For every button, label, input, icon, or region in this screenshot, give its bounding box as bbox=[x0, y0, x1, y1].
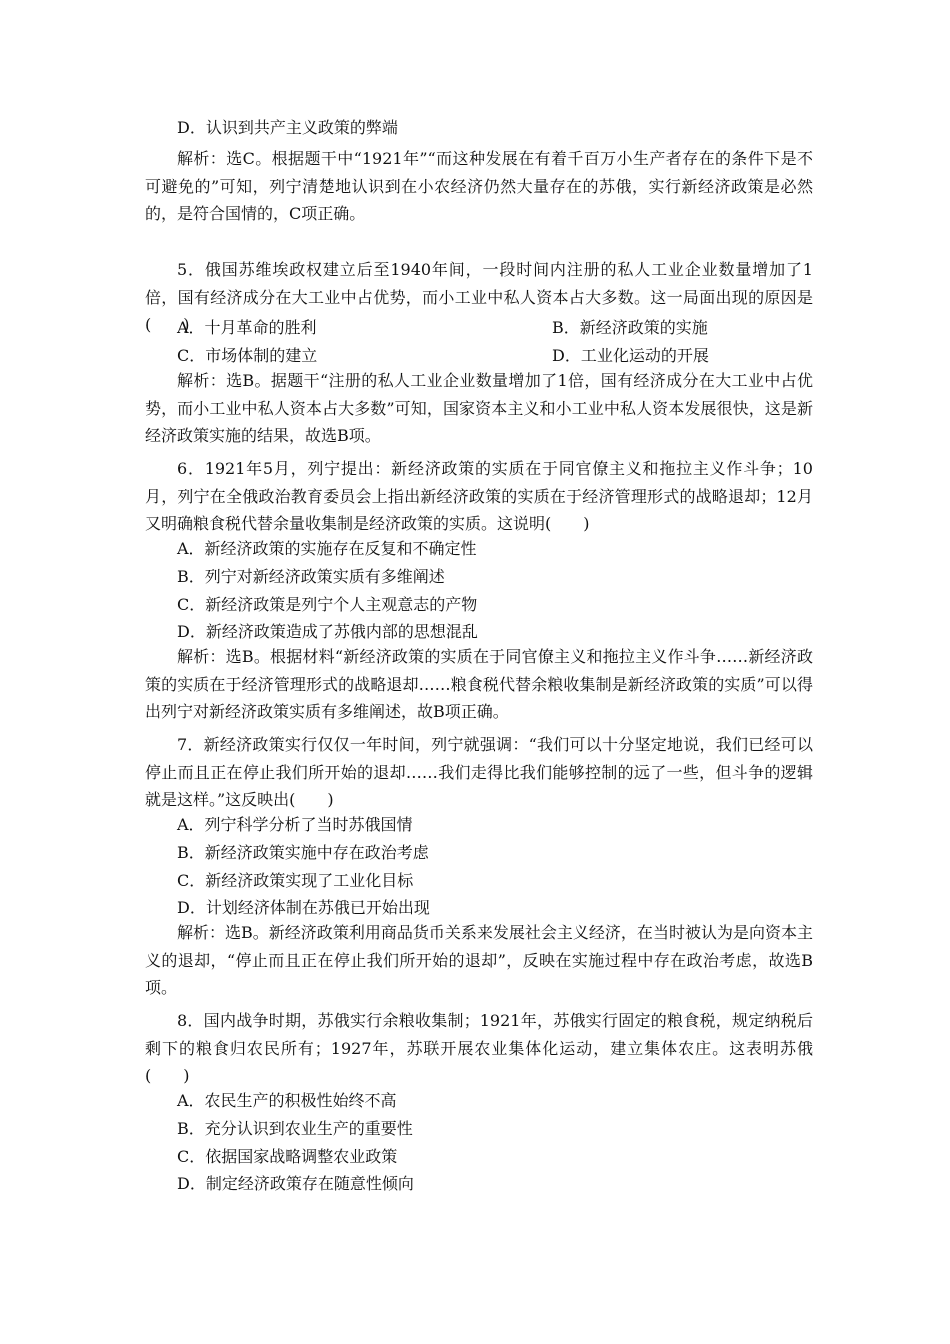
q7-option-c: C．新经济政策实现了工业化目标 bbox=[177, 871, 414, 890]
q5-option-c: C．市场体制的建立 bbox=[177, 346, 318, 365]
q5-explanation: 解析：选B。据题干“注册的私人工业企业数量增加了1倍，国有经济成分在大工业中占优势，而小工业中私人资本占大多数”可知，国家资本主义和小工业中私人资本发展很快，这是新经济政策实施的结果，故选B项。 bbox=[145, 371, 813, 445]
q7-option-b: B．新经济政策实施中存在政治考虑 bbox=[177, 843, 429, 862]
q7-option-a: A．列宁科学分析了当时苏俄国情 bbox=[177, 815, 413, 834]
q6-stem: 6．1921年5月，列宁提出：新经济政策的实质在于同官僚主义和拖拉主义作斗争；10月，列宁在全俄政治教育委员会上指出新经济政策的实质在于经济管理形式的战略退却；12月又明确粮食税代替余量收集制是经济政策的实质。这说明( ) bbox=[145, 459, 813, 533]
q5-option-d: D．工业化运动的开展 bbox=[552, 346, 709, 365]
q8-option-b: B．充分认识到农业生产的重要性 bbox=[177, 1119, 413, 1138]
q6-option-a: A．新经济政策的实施存在反复和不确定性 bbox=[177, 539, 477, 558]
q5-option-a: A．十月革命的胜利 bbox=[177, 318, 317, 337]
q7-option-d: D．计划经济体制在苏俄已开始出现 bbox=[177, 898, 430, 917]
q4-explanation: 解析：选C。根据题干中“1921年”“而这种发展在有着千百万小生产者存在的条件下是不可避免的”可知，列宁清楚地认识到在小农经济仍然大量存在的苏俄，实行新经济政策是必然的，是符合国情的，C项正确。 bbox=[145, 149, 813, 223]
q6-explanation: 解析：选B。根据材料“新经济政策的实质在于同官僚主义和拖拉主义作斗争……新经济政策的实质在于经济管理形式的战略退却……粮食税代替余粮收集制是新经济政策的实质”可以得出列宁对新经济政策实质有多维阐述，故B项正确。 bbox=[145, 647, 813, 721]
q8-option-d: D．制定经济政策存在随意性倾向 bbox=[177, 1174, 414, 1193]
q4-option-d: D．认识到共产主义政策的弊端 bbox=[177, 118, 398, 137]
q5-stem: 5．俄国苏维埃政权建立后至1940年间，一段时间内注册的私人工业企业数量增加了1倍，国有经济成分在大工业中占优势，而小工业中私人资本占大多数。这一局面出现的原因是( ) bbox=[145, 260, 813, 334]
q8-stem: 8．国内战争时期，苏俄实行余粮收集制；1921年，苏俄实行固定的粮食税，规定纳税后剩下的粮食归农民所有；1927年，苏联开展农业集体化运动，建立集体农庄。这表明苏俄( ) bbox=[145, 1011, 813, 1085]
q6-option-b: B．列宁对新经济政策实质有多维阐述 bbox=[177, 567, 445, 586]
q6-option-d: D．新经济政策造成了苏俄内部的思想混乱 bbox=[177, 622, 478, 641]
q5-option-b: B．新经济政策的实施 bbox=[552, 318, 708, 337]
q7-explanation: 解析：选B。新经济政策利用商品货币关系来发展社会主义经济，在当时被认为是向资本主义的退却，“停止而且正在停止我们所开始的退却”，反映在实施过程中存在政治考虑，故选B项。 bbox=[145, 923, 813, 997]
q6-option-c: C．新经济政策是列宁个人主观意志的产物 bbox=[177, 595, 478, 614]
q8-option-c: C．依据国家战略调整农业政策 bbox=[177, 1147, 398, 1166]
q7-stem: 7．新经济政策实行仅仅一年时间，列宁就强调：“我们可以十分坚定地说，我们已经可以停止而且正在停止我们所开始的退却……我们走得比我们能够控制的远了一些，但斗争的逻辑就是这样。”这反映出( ) bbox=[145, 735, 813, 809]
q8-option-a: A．农民生产的积极性始终不高 bbox=[177, 1091, 397, 1110]
